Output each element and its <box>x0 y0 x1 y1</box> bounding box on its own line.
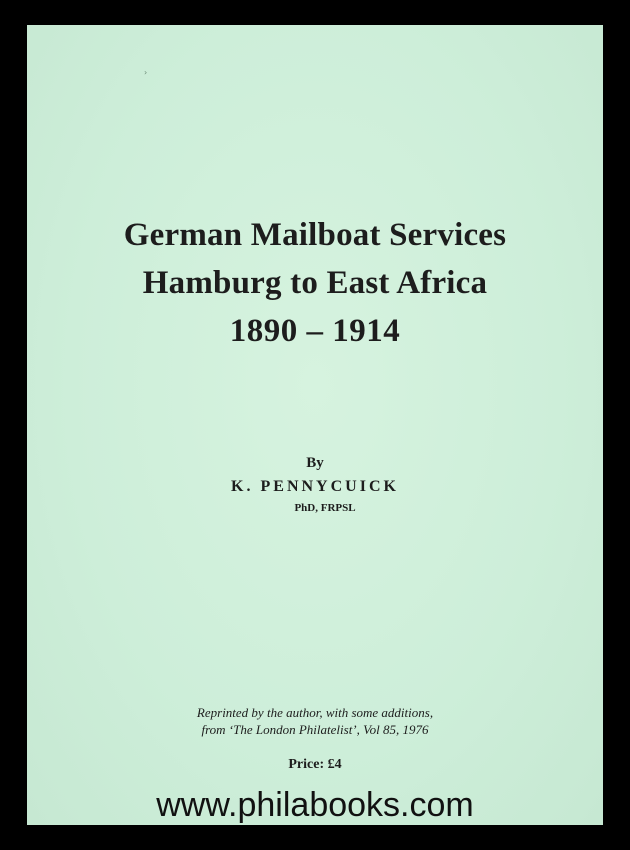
book-cover <box>27 25 603 825</box>
title-line-1: German Mailboat Services <box>123 217 507 253</box>
reprint-note-line-1: Reprinted by the author, with some additions, <box>196 705 434 720</box>
title-line-3: 1890 – 1914 <box>229 313 401 349</box>
author-name: K. PENNYCUICK <box>231 478 399 495</box>
reprint-note-line-2: from ‘The London Philatelist’, Vol 85, 1976 <box>201 722 429 737</box>
paper-mark: › <box>144 68 148 77</box>
author-credentials: PhD, FRPSL <box>294 502 356 514</box>
website-watermark: www.philabooks.com <box>156 786 474 824</box>
price-label: Price: £4 <box>288 757 342 772</box>
by-label: By <box>306 455 324 471</box>
title-line-2: Hamburg to East Africa <box>142 265 488 301</box>
